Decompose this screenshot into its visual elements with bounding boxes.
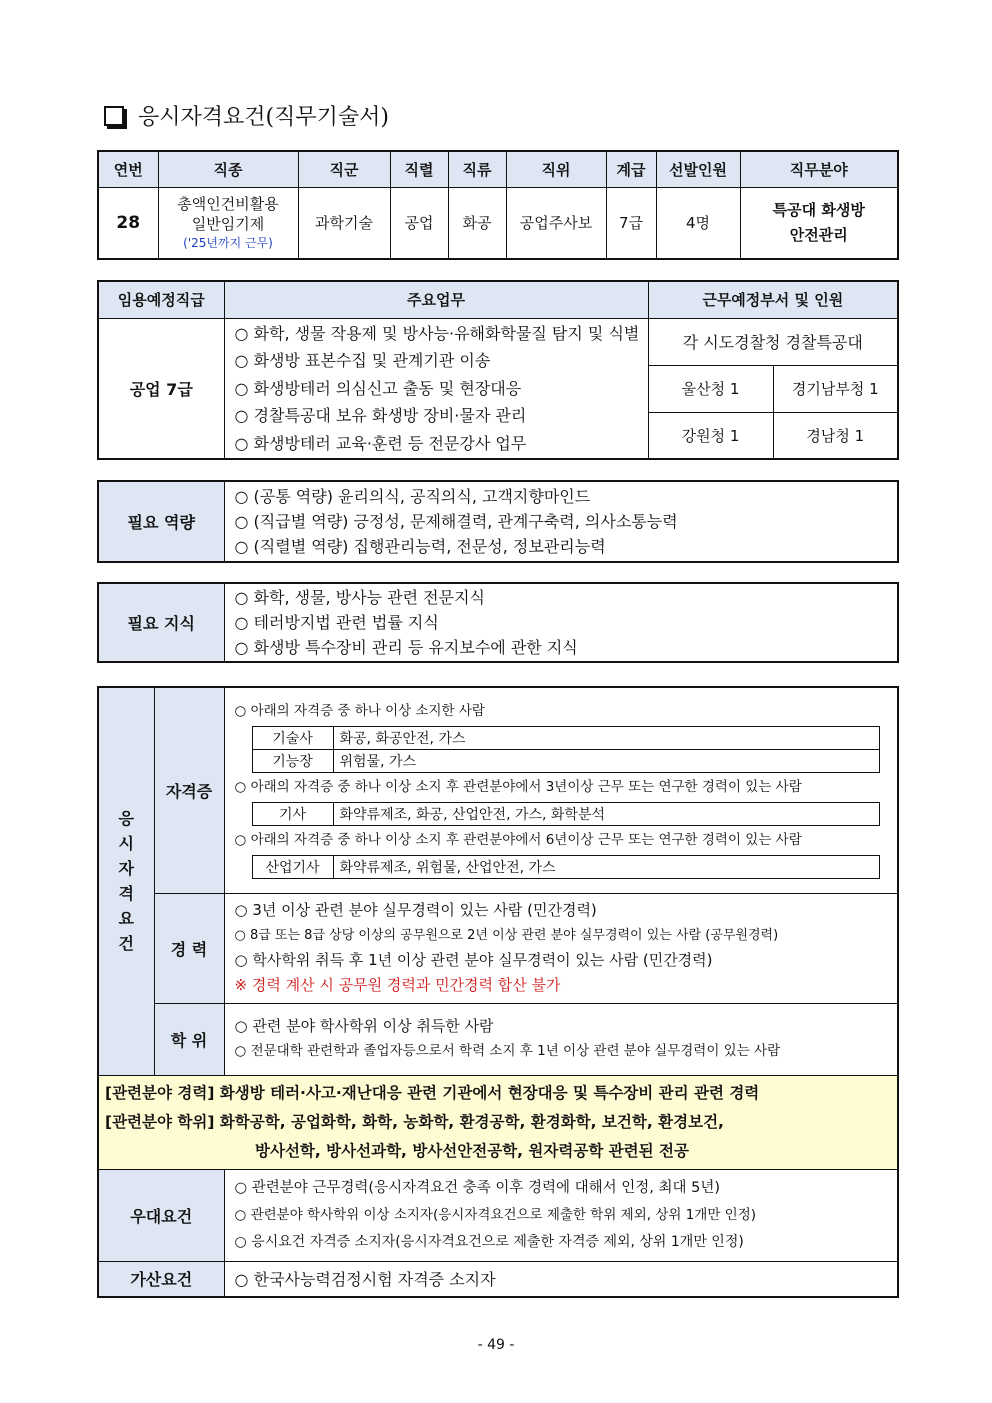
knowledge-item: ○ 화학, 생물, 방사능 관련 전문지식 (234, 588, 485, 607)
cert-values: 위험물, 가스 (333, 750, 879, 773)
dept-gyeongnam: 경남청 1 (773, 412, 898, 459)
bonus-cell: ○ 한국사능력검정시험 자격증 소지자 (224, 1261, 898, 1297)
cert-kind: 기능장 (252, 750, 333, 773)
appoint-grade-cell: 공업 7급 (98, 318, 224, 459)
preference-item: ○ 응시요건 자격증 소지자(응시자격요건으로 제출한 자격증 제외, 상위 1개만 인정) (234, 1233, 744, 1250)
type-note: ('25년까지 근무) (183, 235, 273, 250)
type-cell (158, 187, 298, 259)
competency-item: ○ (직렬별 역량) 집행관리능력, 전문성, 정보관리능력 (234, 537, 606, 556)
knowledge-table (97, 582, 899, 663)
knowledge-item: ○ 화생방 특수장비 관리 등 유지보수에 관한 지식 (234, 638, 578, 657)
degree-cell (224, 1003, 898, 1075)
degree-label: 학 위 (154, 1003, 224, 1075)
cert-intro: ○ 아래의 자격증 중 하나 이상 소지 후 관련분야에서 6년이상 근무 또는 연구한 경력이 있는 사람 (234, 832, 802, 849)
header-type: 직종 (158, 151, 298, 187)
duty-table (97, 280, 899, 460)
dept-header-cell: 각 시도경찰청 경찰특공대 (648, 318, 898, 365)
vertical-char: 자 (118, 859, 134, 879)
checkbox-square-icon (104, 106, 124, 126)
vertical-char: 격 (118, 884, 134, 904)
knowledge-cell (224, 583, 898, 662)
related-degree-line2: 방사선학, 방사선과학, 방사선안전공학, 원자력공학 관련된 전공 (255, 1141, 689, 1160)
degree-item: ○ 관련 분야 학사학위 이상 취득한 사람 (234, 1017, 494, 1035)
vertical-char: 건 (118, 934, 134, 954)
duty-item: ○ 화생방테러 의심신고 출동 및 현장대응 (234, 378, 522, 398)
experience-note: ※ 경력 계산 시 공무원 경력과 민간경력 합산 불가 (234, 976, 561, 994)
cert-subtable-1 (252, 726, 880, 773)
dept-gangwon: 강원청 1 (648, 412, 773, 459)
type-line2: 일반임기제 (191, 214, 265, 233)
page-number: - 49 - (477, 1337, 515, 1353)
degree-item: ○ 전문대학 관련학과 졸업자등으로서 학력 소지 후 1년 이상 관련 분야 실무경력이 있는 사람 (234, 1043, 781, 1059)
cert-values: 화공, 화공안전, 가스 (333, 727, 879, 750)
knowledge-label: 필요 지식 (98, 583, 224, 662)
vertical-char: 응 (118, 809, 134, 829)
page-title (104, 100, 389, 131)
header-field: 직무분야 (740, 151, 898, 187)
bonus-label: 가산요건 (98, 1261, 224, 1297)
related-degree-line1: [관련분야 학위] 화학공학, 공업화학, 화학, 농화학, 환경공학, 환경화학, 보건학, 환경보건, (105, 1112, 724, 1131)
count-cell: 4명 (656, 187, 740, 259)
competency-item: ○ (공통 역량) 윤리의식, 공직의식, 고객지향마인드 (234, 487, 591, 506)
duty-item: ○ 경찰특공대 보유 화생방 장비·물자 관리 (234, 406, 527, 425)
preference-label: 우대요건 (98, 1169, 224, 1261)
cert-kind: 기술사 (252, 727, 333, 750)
duty-item: ○ 화생방테러 교육·훈련 등 전문강사 업무 (234, 433, 527, 453)
header-appoint-grade: 임용예정직급 (98, 281, 224, 318)
field-cell (740, 187, 898, 259)
vertical-char: 시 (118, 834, 134, 854)
grade-cell: 7급 (606, 187, 656, 259)
cert-label: 자격증 (154, 687, 224, 893)
dept-ulsan: 울산청 1 (648, 365, 773, 412)
header-position: 직위 (506, 151, 606, 187)
cert-values: 화약류제조, 위험물, 산업안전, 가스 (333, 856, 879, 879)
header-duties: 주요업무 (224, 281, 648, 318)
header-count: 선발인원 (656, 151, 740, 187)
cert-subtable-2 (252, 802, 880, 826)
preference-cell (224, 1169, 898, 1261)
position-table (97, 150, 899, 260)
position-cell: 공업주사보 (506, 187, 606, 259)
field-line1: 특공대 화생방 (772, 200, 865, 219)
type-line1: 총액인건비활용 (177, 194, 279, 213)
preference-item: ○ 관련분야 근무경력(응시자격요건 충족 이후 경력에 대해서 인정, 최대 5년) (234, 1179, 720, 1196)
vertical-char: 요 (118, 909, 134, 929)
duty-item: ○ 화학, 생물 작용제 및 방사능·유해화학물질 탐지 및 식별 (234, 323, 640, 343)
experience-cell (224, 893, 898, 1003)
series-cell: 공업 (390, 187, 448, 259)
header-series: 직렬 (390, 151, 448, 187)
cert-cell (224, 687, 898, 893)
cert-kind: 기사 (252, 803, 333, 826)
class-cell: 화공 (448, 187, 506, 259)
related-field-cell (98, 1075, 898, 1169)
qualification-table (97, 686, 899, 1298)
header-dept: 근무예정부서 및 인원 (648, 281, 898, 318)
page-title-text: 응시자격요건(직무기술서) (138, 105, 389, 130)
cert-values: 화약류제조, 화공, 산업안전, 가스, 화학분석 (333, 803, 879, 826)
header-grade: 계급 (606, 151, 656, 187)
header-num: 연번 (98, 151, 158, 187)
cert-intro: ○ 아래의 자격증 중 하나 이상 소지 후 관련분야에서 3년이상 근무 또는 연구한 경력이 있는 사람 (234, 779, 802, 796)
experience-item: ○ 학사학위 취득 후 1년 이상 관련 분야 실무경력이 있는 사람 (민간경력) (234, 951, 713, 969)
experience-label: 경 력 (154, 893, 224, 1003)
cert-kind: 산업기사 (252, 856, 333, 879)
field-line2: 안전관리 (789, 225, 848, 244)
related-experience: [관련분야 경력] 화생방 테러·사고·재난대응 관련 기관에서 현장대응 및 특수장비 관리 관련 경력 (105, 1083, 760, 1102)
num-cell: 28 (98, 187, 158, 259)
preference-item: ○ 관련분야 학사학위 이상 소지자(응시자격요건으로 제출한 학위 제외, 상위 1개만 인정) (234, 1206, 756, 1223)
experience-item: ○ 3년 이상 관련 분야 실무경력이 있는 사람 (민간경력) (234, 901, 597, 919)
cert-intro: ○ 아래의 자격증 중 하나 이상 소지한 사람 (234, 703, 485, 720)
header-group: 직군 (298, 151, 390, 187)
experience-item: ○ 8급 또는 8급 상당 이상의 공무원으로 2년 이상 관련 분야 실무경력이 있는 사람 (공무원경력) (234, 928, 779, 943)
competency-label: 필요 역량 (98, 481, 224, 562)
dept-gyeonggi-south: 경기남부청 1 (773, 365, 898, 412)
cert-subtable-3 (252, 855, 880, 879)
duties-cell (224, 318, 648, 459)
group-cell: 과학기술 (298, 187, 390, 259)
duty-item: ○ 화생방 표본수집 및 관계기관 이송 (234, 351, 491, 370)
competency-cell (224, 481, 898, 562)
knowledge-item: ○ 테러방지법 관련 법률 지식 (234, 613, 439, 632)
qualification-vertical-label (98, 687, 154, 1075)
competency-table (97, 480, 899, 563)
competency-item: ○ (직급별 역량) 긍정성, 문제해결력, 관계구축력, 의사소통능력 (234, 512, 678, 531)
header-class: 직류 (448, 151, 506, 187)
